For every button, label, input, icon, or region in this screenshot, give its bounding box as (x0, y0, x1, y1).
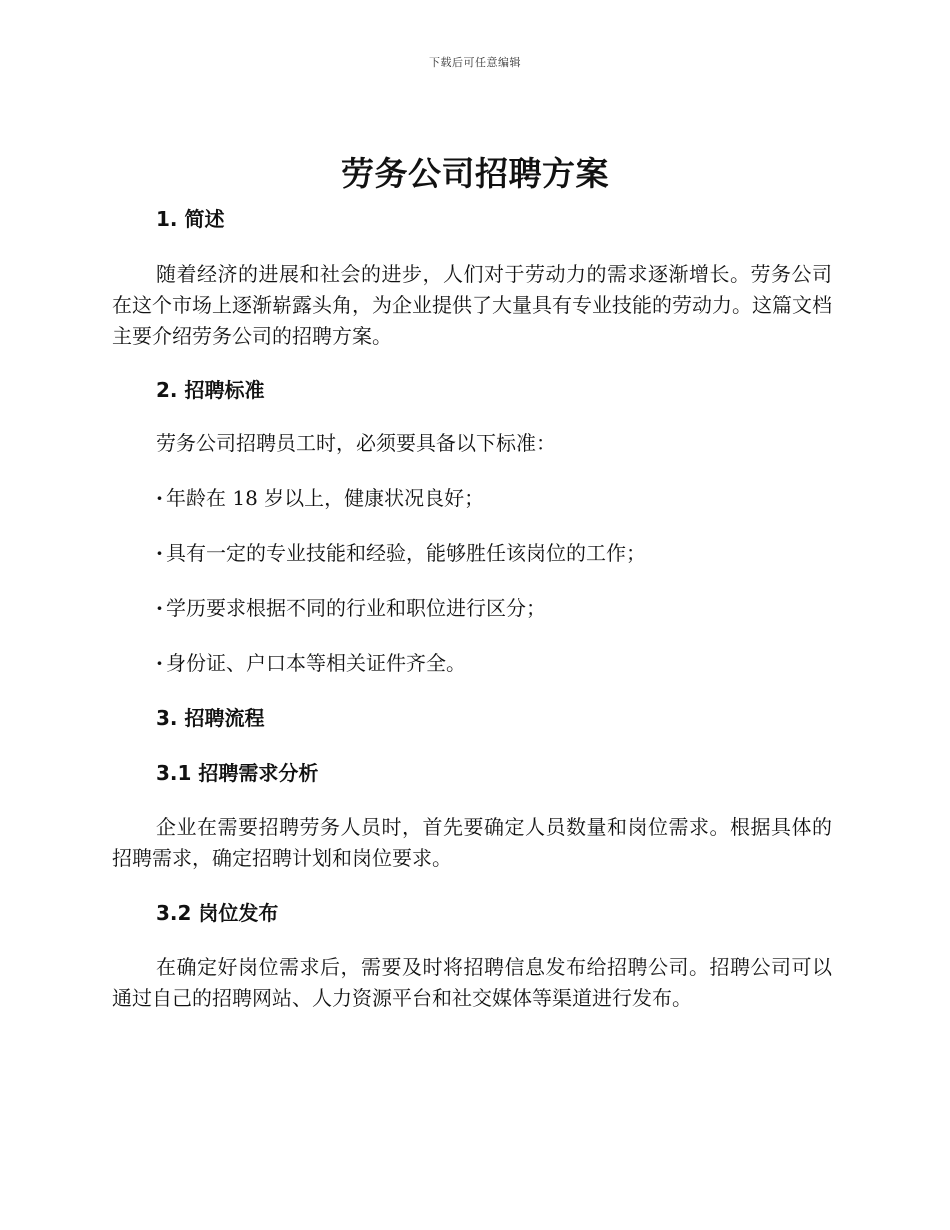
criteria-bullet-item (112, 538, 832, 569)
needs-analysis-paragraph: 企业在需要招聘劳务人员时，首先要确定人员数量和岗位需求。根据具体的招聘需求，确定招聘计划和岗位要求。 (112, 815, 832, 870)
criteria-bullet-item (112, 593, 832, 624)
criteria-bullet-text: 学历要求根据不同的行业和职位进行区分； (166, 596, 546, 620)
bullet-dot-icon: · (156, 541, 163, 565)
bullet-dot-icon: · (156, 486, 163, 510)
section-heading-criteria: 2. 招聘标准 (156, 378, 265, 402)
criteria-bullet-text: 身份证、户口本等相关证件齐全。 (166, 651, 466, 675)
criteria-intro: 劳务公司招聘员工时，必须要具备以下标准： (156, 431, 556, 455)
criteria-bullet-item (112, 648, 832, 679)
section-heading-process: 3. 招聘流程 (156, 706, 265, 730)
overview-paragraph: 随着经济的进展和社会的进步，人们对于劳动力的需求逐渐增长。劳务公司在这个市场上逐渐崭露头角，为企业提供了大量具有专业技能的劳动力。这篇文档主要介绍劳务公司的招聘方案。 (112, 262, 832, 348)
page-header-note: 下载后可任意编辑 (429, 56, 521, 69)
bullet-dot-icon: · (156, 596, 163, 620)
document-title: 劳务公司招聘方案 (341, 154, 609, 193)
document-body (112, 203, 832, 1014)
criteria-bullet-text: 具有一定的专业技能和经验，能够胜任该岗位的工作； (166, 541, 646, 565)
subsection-heading-needs-analysis: 3.1 招聘需求分析 (156, 761, 319, 785)
bullet-dot-icon: · (156, 651, 163, 675)
criteria-bullet-text: 年龄在 18 岁以上，健康状况良好； (166, 486, 485, 510)
subsection-heading-job-posting: 3.2 岗位发布 (156, 901, 279, 925)
job-posting-paragraph: 在确定好岗位需求后，需要及时将招聘信息发布给招聘公司。招聘公司可以通过自己的招聘网站、人力资源平台和社交媒体等渠道进行发布。 (112, 955, 832, 1010)
criteria-bullet-item (112, 483, 832, 514)
section-heading-overview: 1. 简述 (156, 207, 225, 231)
